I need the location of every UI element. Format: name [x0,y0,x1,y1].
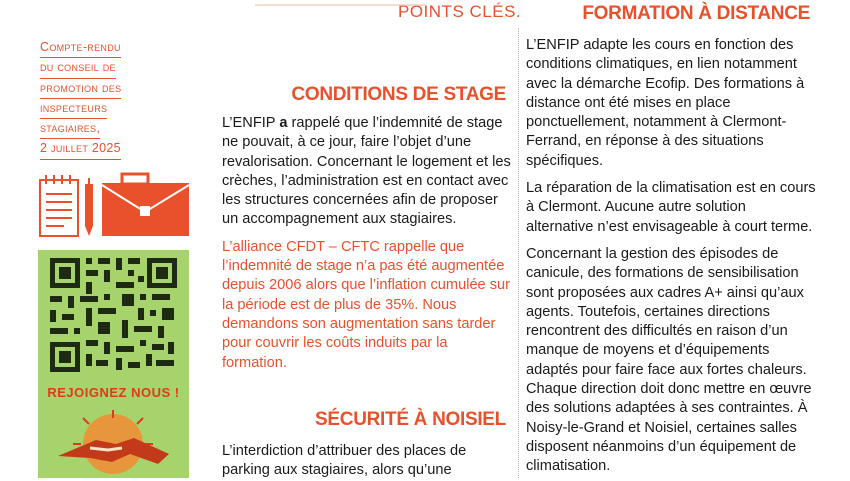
caption-line: Compte-rendu [40,38,121,58]
top-cut-decoration [255,0,425,6]
qr-code-icon[interactable] [38,250,189,378]
join-panel[interactable] [38,250,189,478]
paragraph-parking: L’interdiction d’attribuer des places de parking aux stagiaires, alors qu’une [222,443,467,479]
paragraph-climatisation: La réparation de la climatisation est en cours à Clermont. Aucune autre solution alternative n’est envisageable à court terme. [526,180,816,235]
column-divider [518,28,520,478]
caption-line: inspecteurs [40,99,107,119]
caption-line: du conseil de [40,58,116,78]
paragraph-canicule: Concernant la gestion des épisodes de canicule, des formations de sensibilisation sont proposées aux cadres A+ ainsi qu’aux agents. Toutefois, certaines directions rencontrent des difficultés en raison d’un manque de moyens et d’équipements adaptés pour faire face aux fortes chaleurs. Chaque direction doit donc mettre en œuvre des solutions adaptées à ses contraintes. À Noisy-le-Grand et Noisiel, certaines salles disposent néanmoins d’un équipement de climatisation. [526,245,812,475]
paragraph-alliance-statement: L’alliance CFDT – CFTC rappelle que l’indemnité de stage n’a pas été augmentée depuis 2006 alors que l’inflation cumulée sur la période est de plus de 35%. Nous demandons son augmentation sans tarder pour couvrir les coûts induits par la formation. [222,238,510,371]
caption-line: 2 juillet 2025 [40,139,121,159]
heading-conditions-de-stage: CONDITIONS DE STAGE [291,84,506,105]
top-cut-text: POINTS CLÉS. [398,2,522,21]
heading-securite-noisiel: SÉCURITÉ À NOISIEL [315,409,506,430]
notepad-pen-briefcase-icon [38,172,193,238]
sidebar-caption [40,38,155,160]
paragraph-indemnite [222,114,512,230]
caption-line: stagiaires, [40,119,100,139]
join-label[interactable]: REJOIGNEZ NOUS ! [47,385,180,400]
caption-line: promotion des [40,79,121,99]
mid-column [222,114,512,373]
paragraph-enfip-cours: L’ENFIP adapte les cours en fonction des conditions climatiques, en lien notamment avec la démarche Ecofip. Des formations à distance ont été mises en place ponctuellement, notamment à Clermont-Ferrand, en réponse à des situations spécifiques. [526,37,805,169]
para1-bold: a [279,115,288,131]
right-column [526,36,816,477]
para1-prefix: L’ENFIP [222,115,280,131]
para1-rest: rappelé que l’indemnité de stage ne pouvait, à ce jour, faire l’objet d’une revalorisation. Concernant le logement et les crèches, l’administration est en contact avec les structures concernées afin de proposer un accompagnement aux stagiaires. [222,115,511,228]
handshake-emblem-icon [38,404,189,478]
heading-formation-a-distance: FORMATION À DISTANCE [582,3,810,24]
